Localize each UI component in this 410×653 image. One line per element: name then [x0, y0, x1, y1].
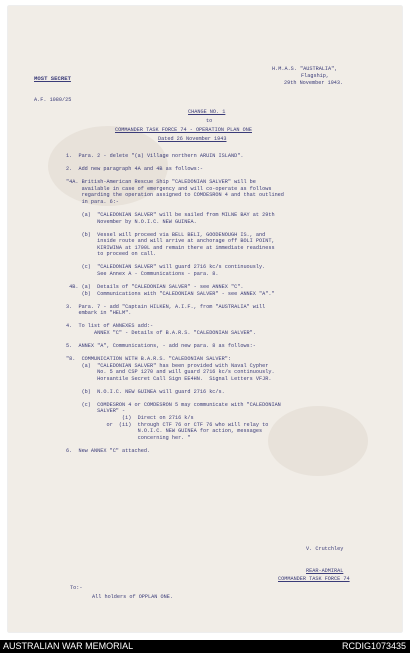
- body-line: ANNEX "C" - Details of B.A.R.S. "CALEDONIAN SALVER".: [66, 329, 256, 336]
- body-line: 1. Para. 2 - delete "(a) Village northern ARUIN ISLAND".: [66, 153, 244, 159]
- body-line: inside route and will arrive at anchorage off BOLI POINT,: [66, 238, 275, 245]
- body-line: or (ii) through CTF 76 or CTF 76 who will relay to: [66, 421, 269, 428]
- header-ship: H.M.A.S. "AUSTRALIA",: [272, 66, 338, 72]
- body-line: (b) Communications with "CALEDONIAN SALVER" - see ANNEX "A".": [66, 290, 275, 297]
- body-line: Horsantile Secret Call Sign EE4HN. Signal Letters VFJR.: [66, 375, 272, 382]
- body-line: 6. New ANNEX "C" attached.: [66, 447, 151, 454]
- body-line: November by N.O.I.C. NEW GUINEA.: [66, 218, 197, 225]
- body-line: 4B. (a) Details of "CALEDONIAN SALVER" - see ANNEX "C".: [66, 284, 244, 290]
- body-line: in para. 6:-: [66, 198, 119, 205]
- reference-number: A.F. 1080/25: [34, 97, 72, 103]
- signature-name: V. Crutchley: [306, 546, 344, 552]
- document-page: [8, 6, 402, 632]
- body-line: (i) Direct on 2716 k/s: [66, 415, 194, 421]
- distribution-holders: All holders of OPPLAN ONE.: [92, 594, 173, 600]
- title-to: to: [206, 118, 213, 124]
- title-plan: COMMANDER TASK FORCE 74 - OPERATION PLAN ONE: [115, 127, 252, 133]
- body-line: "4A. British-American Rescue Ship "CALEDONIAN SALVER" will be: [66, 179, 256, 186]
- body-line: (a) "CALEDONIAN SALVER" will be sailed from MILNE BAY at 29th: [66, 211, 275, 218]
- body-line: available in case of emergency and will co-operate as follows: [66, 185, 272, 192]
- archive-footer: [0, 640, 410, 653]
- body-line: embark in "HELM".: [66, 310, 132, 317]
- body-line: No. 5 and CSP 1270 and will guard 2716 kc/s continuously.: [66, 369, 275, 376]
- body-line: 2. Add new paragraph 4A and 4B as follows:-: [66, 166, 203, 173]
- body-line: (b) N.O.I.C. NEW GUINEA will guard 2716 kc/s.: [66, 388, 225, 395]
- title-dated: Dated 26 November 1943: [158, 136, 227, 142]
- paper-stain: [268, 406, 368, 476]
- body-line: (c) "CALEDONIAN SALVER" will guard 2716 kc/s continuously.: [66, 264, 266, 271]
- body-line: N.O.I.C. NEW GUINEA for action, messages: [66, 428, 263, 435]
- body-line: concerning her. ": [66, 434, 191, 441]
- header-flagship: Flagship,: [301, 73, 330, 79]
- classification: MOST SECRET: [34, 75, 71, 82]
- body-line: (b) Vessel will proceed via BELL BELI, GOODENOUGH IS., and: [66, 231, 266, 238]
- title-change: CHANGE NO. 1: [188, 109, 226, 115]
- footer-archive-name: AUSTRALIAN WAR MEMORIAL: [3, 641, 134, 651]
- body-line: (a) "CALEDONIAN SALVER" has been provided with Naval Cypher: [66, 362, 269, 369]
- body-line: SALVER" -: [66, 408, 126, 415]
- header-date: 29th November 1943.: [284, 80, 344, 86]
- signature-role: COMMANDER TASK FORCE 74: [278, 576, 350, 582]
- body-line: 4. To list of ANNEXES add:-: [66, 323, 154, 330]
- signature-rank: REAR-ADMIRAL: [306, 568, 344, 574]
- body-line: 5. ANNEX "A", Communications, - add new para. 8 as follows:-: [66, 342, 256, 349]
- body-line: 3. Para. 7 - add "Captain HILKEN, A.I.F., from "AUSTRALIA" will: [66, 303, 266, 310]
- body-line: See Annex A - Communications - para. 8.: [66, 270, 219, 277]
- body-line: "8. COMMUNICATION WITH B.A.R.S. "CALEDONIAN SALVER":: [66, 356, 231, 363]
- distribution-to: To:-: [70, 585, 83, 591]
- body-line: to proceed on call.: [66, 251, 157, 258]
- body-line: regarding the operation assigned to COMDESRON 4 and that outlined: [66, 192, 284, 199]
- footer-record-id: RCDIG1073435: [341, 641, 406, 651]
- body-line: (c) COMDESRON 4 or COMDESRON 5 may communicate with "CALEDONIAN: [66, 401, 281, 408]
- body-line: KIRIWINA at 1700L and remain there at immediate readiness: [66, 244, 275, 251]
